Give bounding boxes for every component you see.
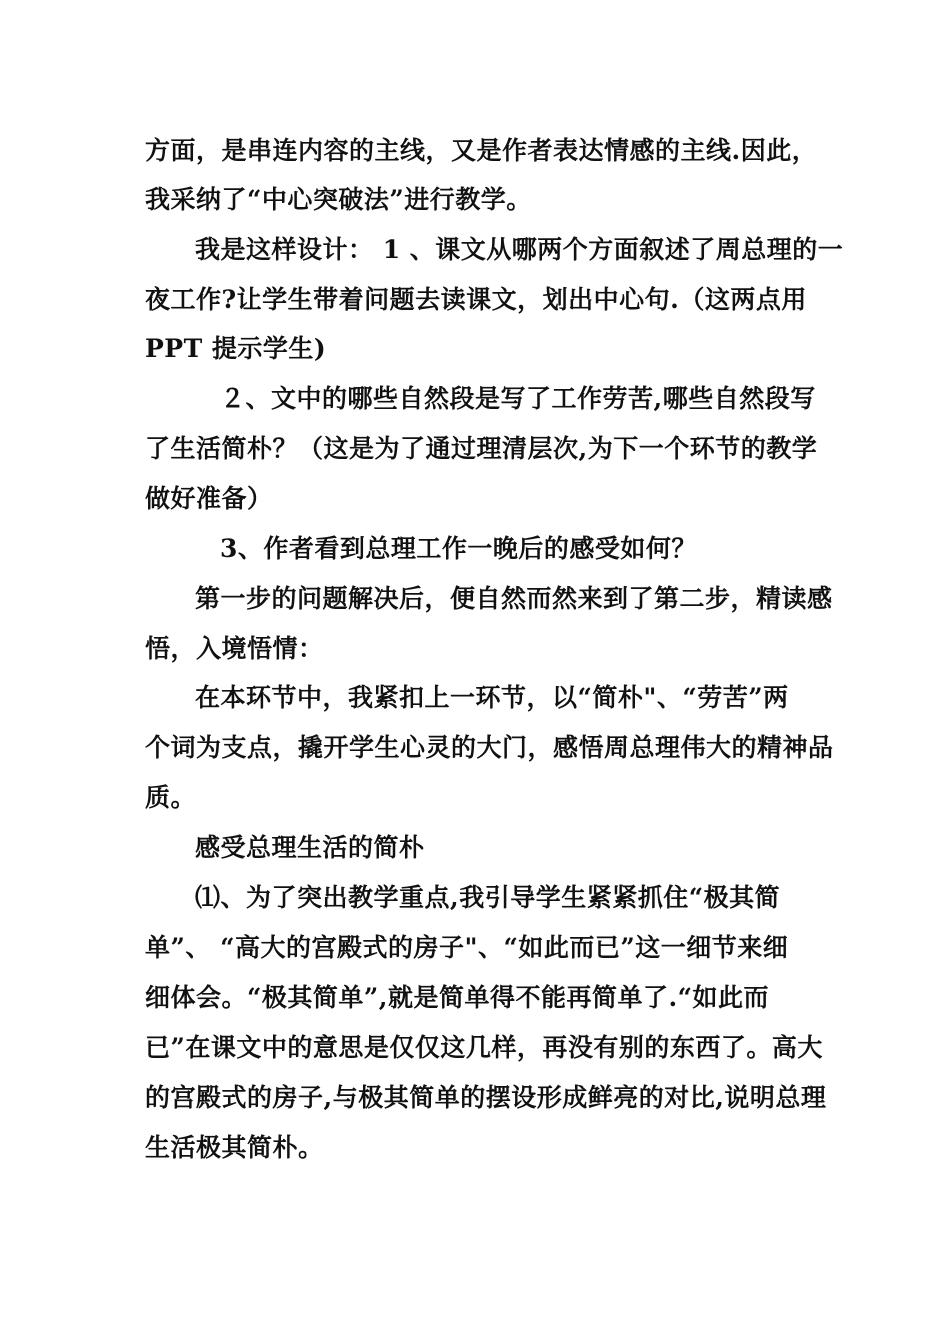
paragraph-line: 了生活简朴？（这是为了通过理清层次,为下一个环节的教学 xyxy=(145,434,818,463)
paragraph-line: 我采纳了“中心突破法”进行教学。 xyxy=(145,185,532,214)
paragraph-line: 生活极其简朴。 xyxy=(145,1133,324,1162)
section-heading: 感受总理生活的简朴 xyxy=(195,833,425,862)
paragraph-line: 单”、 “高大的宫殿式的房子"、“如此而已”这一细节来细 xyxy=(145,933,789,962)
paragraph-line: 方面，是串连内容的主线，又是作者表达情感的主线.因此， xyxy=(145,136,818,165)
paragraph-line: 第一步的问题解决后，便自然而然来到了第二步，精读感 xyxy=(195,584,833,613)
paragraph-line: 质。 xyxy=(145,783,197,812)
paragraph-line: ⑴、为了突出教学重点,我引导学生紧紧抓住“极其简 xyxy=(195,883,781,912)
paragraph-line: 已”在课文中的意思是仅仅这几样，再没有别的东西了。高大 xyxy=(145,1033,823,1062)
paragraph-line: 我是这样设计： 1 、课文从哪两个方面叙述了周总理的一 xyxy=(195,235,844,264)
paragraph-line: ２、文中的哪些自然段是写了工作劳苦,哪些自然段写 xyxy=(220,384,816,413)
paragraph-line: 悟，入境悟情： xyxy=(145,634,324,663)
paragraph-line: 夜工作?让学生带着问题去读课文，划出中心句.（这两点用 xyxy=(145,285,807,314)
paragraph-line: 做好准备） xyxy=(145,484,273,513)
paragraph-line: PPT 提示学生) xyxy=(145,334,327,363)
paragraph-line: 个词为支点，撬开学生心灵的大门，感悟周总理伟大的精神品 xyxy=(145,733,834,762)
paragraph-line: 的宫殿式的房子,与极其简单的摆设形成鲜亮的对比,说明总理 xyxy=(145,1083,827,1112)
paragraph-line: 细体会。“极其简单”,就是简单得不能再简单了.“如此而 xyxy=(145,983,770,1012)
paragraph-line: 3、作者看到总理工作一晚后的感受如何？ xyxy=(220,534,697,563)
paragraph-line: 在本环节中，我紧扣上一环节，以“简朴"、“劳苦”两 xyxy=(195,683,789,712)
